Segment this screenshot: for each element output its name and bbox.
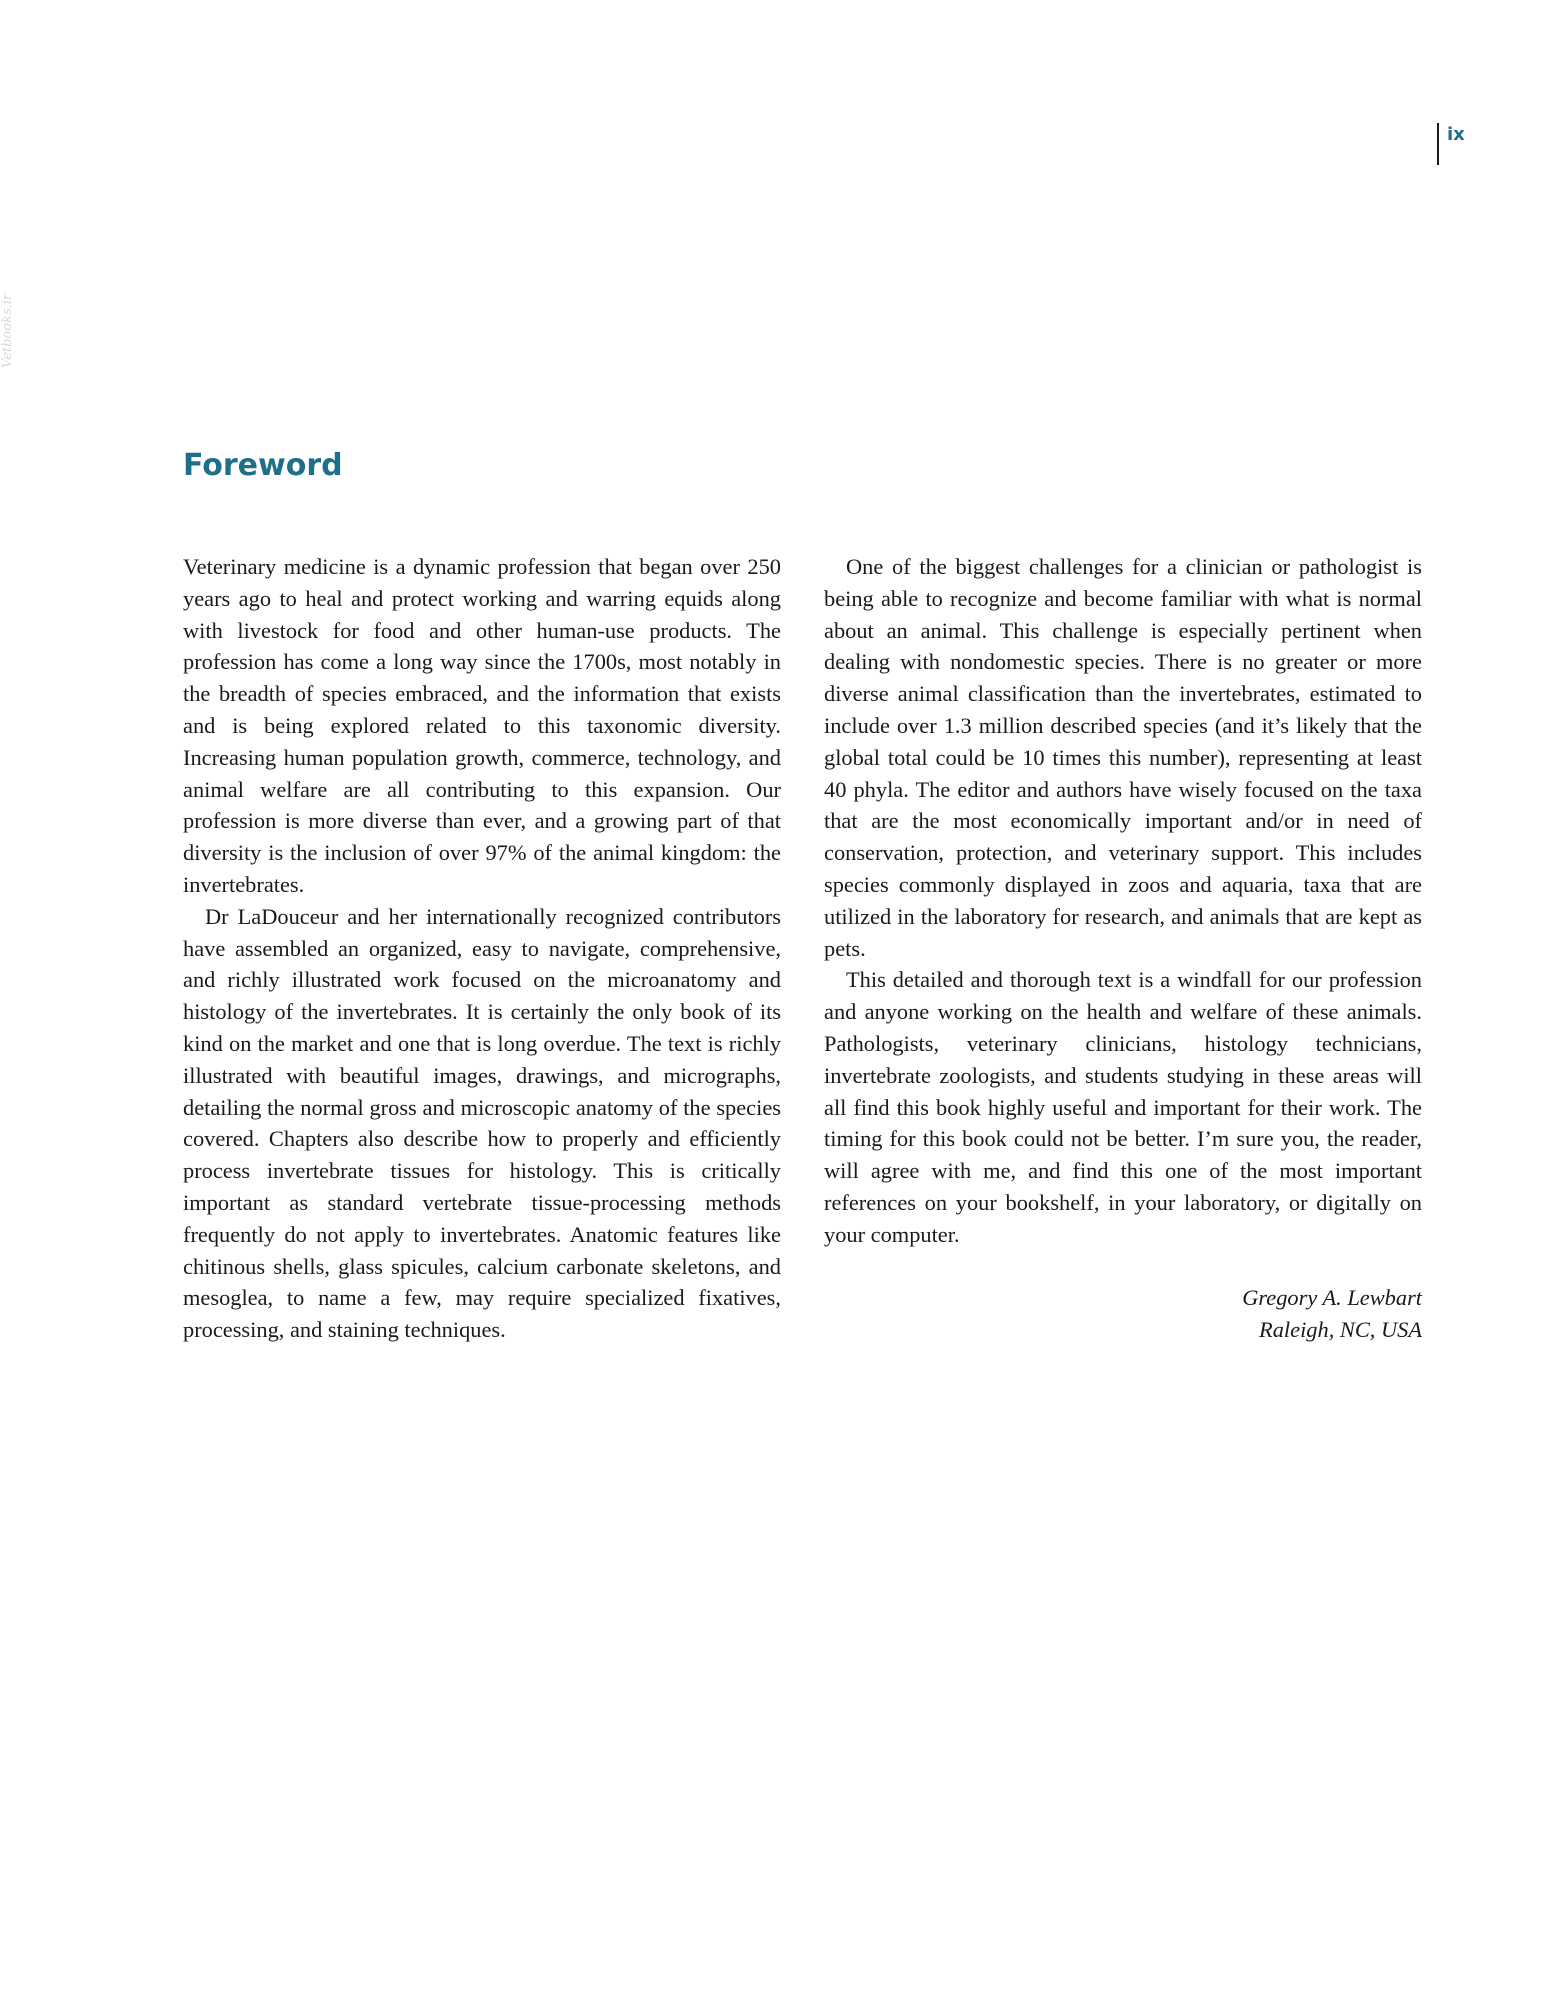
signature-block [824,1282,1422,1346]
signature-location: Raleigh, NC, USA [1259,1317,1422,1343]
chapter-title: Foreword [183,448,343,483]
page-number-rule [1437,123,1439,165]
watermark: Vetbooks.ir [0,293,15,368]
paragraph-right-2: This detailed and thorough text is a windfall for our profession and anyone working on the health and welfare of these animals. Pathologists, veterinary clinicians, histology technicians, invertebrate zoologists, and students studying in these areas will all find this book highly useful and important for their work. The timing for this book could not be better. I’m sure you, the reader, will agree with me, and find this one of the most important references on your bookshelf, in your laboratory, or digitally on your computer. [824,967,1422,1247]
paragraph-left-2: Dr LaDouceur and her internationally recognized contributors have assembled an organized, easy to navigate, comprehensive, and richly illustrated work focused on the microanatomy and histology of the invertebrates. It is certainly the only book of its kind on the market and one that is long overdue. The text is richly illustrated with beautiful images, drawings, and micrographs, detailing the normal gross and microscopic anatomy of the species covered. Chapters also describe how to properly and efficiently process invertebrate tissues for histology. This is critically important as standard vertebrate tissue-processing methods frequently do not apply to invertebrates. Anatomic features like chitinous shells, glass spicules, calcium carbonate skeletons, and mesoglea, to name a few, may require specialized fixatives, processing, and staining techniques. [183,903,781,1343]
paragraph-left-1: Veterinary medicine is a dynamic profession that began over 250 years ago to heal and protect working and warring equids along with livestock for food and other human-use products. The profession has come a long way since the 1700s, most notably in the breadth of species embraced, and the information that exists and is being explored related to this taxonomic diversity. Increasing human population growth, commerce, technology, and animal welfare are all contributing to this expansion. Our profession is more diverse than ever, and a growing part of that diversity is the inclusion of over 97% of the animal kingdom: the invertebrates. [183,554,781,897]
paragraph-right-1: One of the biggest challenges for a clinician or pathologist is being able to recognize and become familiar with what is normal about an animal. This challenge is especially pertinent when dealing with nondomestic species. There is no greater or more diverse animal classification than the invertebrates, estimated to include over 1.3 million described species (and it’s likely that the global total could be 10 times this number), representing at least 40 phyla. The editor and authors have wisely focused on the taxa that are the most economically important and/or in need of conservation, protection, and veterinary support. This includes species commonly displayed in zoos and aquaria, taxa that are utilized in the laboratory for research, and animals that are kept as pets. [824,554,1422,961]
page-number: ix [1447,124,1465,145]
signature-name: Gregory A. Lewbart [1242,1285,1422,1311]
right-column [824,551,1422,1346]
left-column [183,551,781,1346]
